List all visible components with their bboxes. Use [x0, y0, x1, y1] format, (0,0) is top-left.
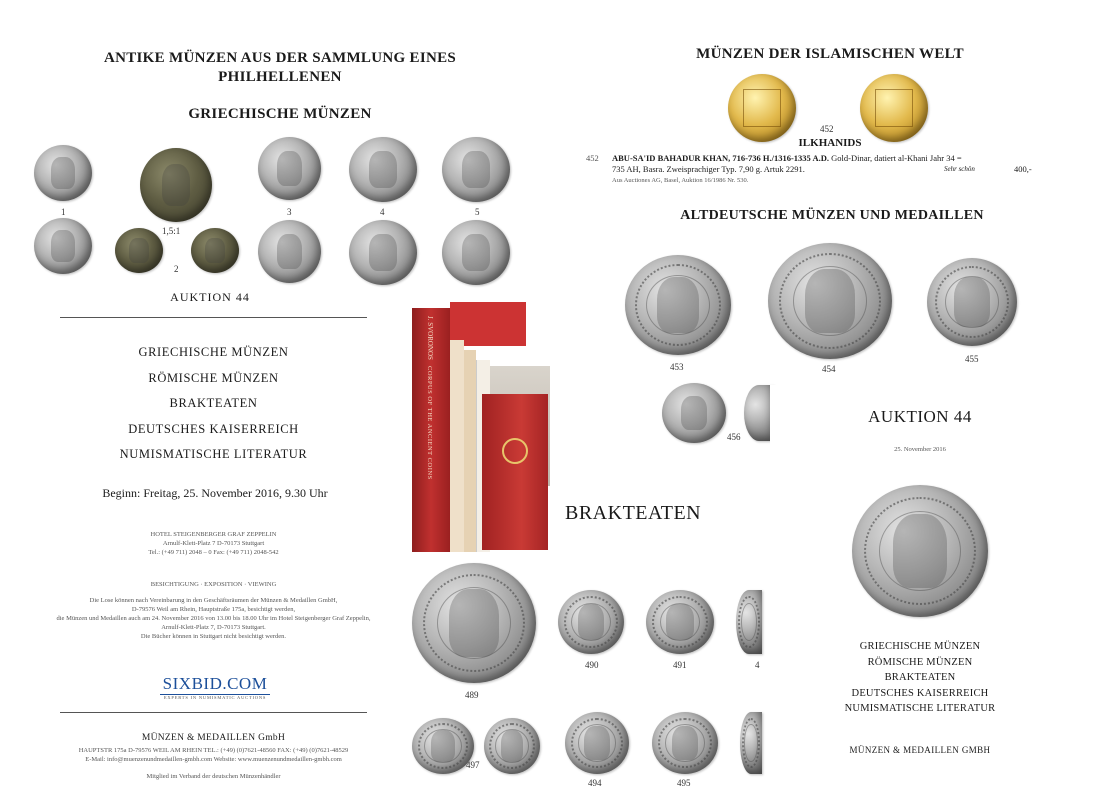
left-company-contact: E-Mail: info@muenzenundmedaillen-gmbh.com Website: www.muenzenundmedaillen-gmbh.com — [85, 756, 342, 763]
viewing-line-3: die Münzen und Medaillen auch am 24. November 2016 von 13.00 bis 18.00 Uhr im Hotel Steigenberger Graf Zeppelin, — [56, 615, 371, 622]
lot-label-491: 491 — [673, 660, 687, 670]
cover-company: MÜNZEN & MEDAILLEN GMBH — [849, 745, 991, 755]
lot-label-495: 495 — [677, 778, 691, 788]
brakteat-497a — [412, 718, 474, 774]
greek-coin-1-obverse — [34, 145, 92, 201]
left-viewing-heading: BESICHTIGUNG · EXPOSITION · VIEWING — [150, 581, 277, 588]
gold-dinar-obverse — [728, 74, 796, 142]
lot-label-490: 490 — [585, 660, 599, 670]
left-viewing-text — [20, 596, 407, 641]
cover-topic-5: NUMISMATISCHE LITERATUR — [844, 703, 996, 714]
lot-452-number: 452 — [586, 153, 599, 163]
greek-coin-5 — [442, 137, 510, 202]
greek-coin-2-obverse — [115, 228, 163, 273]
cover-brakteat — [852, 485, 988, 617]
brakteaten-title: BRAKTEATEN — [565, 502, 702, 524]
left-member-note: Mitglied im Verband der deutschen Münzenhändler — [146, 773, 281, 780]
viewing-line-5: Die Bücher können in Stuttgart nicht besichtigt werden. — [140, 633, 287, 640]
cover-topics — [770, 639, 1070, 717]
cover-topic-1: GRIECHISCHE MÜNZEN — [859, 641, 981, 652]
greek-coin-5-reverse — [442, 220, 510, 285]
sixbid-logo[interactable] — [140, 674, 290, 700]
lot-452-provenance: Aus Auctiones AG, Basel, Auktion 16/1986 Nr. 530. — [612, 177, 749, 184]
left-start-time: Beginn: Freitag, 25. November 2016, 9.30 Uhr — [102, 486, 328, 500]
lot-label-497: 497 — [466, 760, 480, 770]
cover-page — [770, 385, 1100, 788]
left-auction-number: AUKTION 44 — [170, 290, 250, 304]
left-topic-2: RÖMISCHE MÜNZEN — [148, 370, 279, 385]
left-hotel-block — [60, 530, 367, 557]
dynasty-heading: ILKHANIDS — [798, 137, 862, 149]
left-company-address: HAUPTSTR 175a D-79576 WEIL AM RHEIN TEL.: (+49) (0)7621-48560 FAX: (+49) (0)7621-48529 — [78, 747, 349, 754]
altdeutsch-title: ALTDEUTSCHE MÜNZEN UND MEDAILLEN — [680, 208, 984, 223]
lot-label-494: 494 — [588, 778, 602, 788]
lot-label-455: 455 — [965, 354, 979, 364]
left-topic-4: DEUTSCHES KAISERREICH — [128, 421, 299, 436]
coin-label-5: 5 — [475, 207, 480, 217]
hotel-name: HOTEL STEIGENBERGER GRAF ZEPPELIN — [150, 531, 277, 538]
left-divider-bottom — [60, 712, 367, 713]
lot-label-456: 456 — [727, 432, 741, 442]
viewing-line-1: Die Lose können nach Vereinbarung in den Geschäftsräumen der Münzen & Medaillen GmbH, — [89, 597, 338, 604]
coin-label-2: 2 — [174, 264, 179, 274]
brakteat-497b — [484, 718, 540, 774]
left-subtitle: GRIECHISCHE MÜNZEN — [188, 106, 372, 122]
brakteat-453 — [625, 255, 731, 355]
book-beige-1 — [450, 340, 464, 552]
brakteat-495 — [652, 712, 718, 774]
book-spine-author: J. SVORONOS — [426, 316, 434, 360]
hotel-address: Arnulf-Klett-Platz 7 D-70173 Stuttgart — [162, 540, 265, 547]
greek-coin-1-enlarged — [140, 148, 212, 222]
lot-452-image-label: 452 — [820, 124, 834, 134]
cover-topic-2: RÖMISCHE MÜNZEN — [867, 656, 973, 668]
books-photo — [410, 300, 570, 552]
left-title-line2: PHILHELLENEN — [218, 69, 342, 85]
greek-coin-3-reverse — [258, 220, 321, 283]
sixbid-tagline: EXPERTS IN NUMISMATIC AUCTIONS — [160, 694, 270, 700]
cover-auction-number: AUKTION 44 — [868, 407, 972, 426]
lot-452-description-1: Gold-Dinar, datiert al-Khani Jahr 34 = — [831, 153, 962, 163]
greek-coin-3 — [258, 137, 321, 200]
lot-452-heading: ABU-SA'ID BAHADUR KHAN, 716-736 H./1316-1335 A.D. — [612, 153, 829, 163]
coin-456 — [662, 383, 726, 443]
islamic-title: MÜNZEN DER ISLAMISCHEN WELT — [696, 46, 964, 62]
brakteat-455 — [927, 258, 1017, 346]
lot-label-453: 453 — [670, 362, 684, 372]
lot-label-454: 454 — [822, 364, 836, 374]
brakteat-454 — [768, 243, 892, 359]
lot-452-grade: Sehr schön — [944, 165, 975, 173]
hotel-phone: Tel.: (+49 711) 2048 – 0 Fax: (+49 711) 2048-542 — [148, 549, 279, 556]
sixbid-logo-text: SIXBID.COM — [162, 674, 268, 693]
gold-dinar-reverse — [860, 74, 928, 142]
brakteat-partial-2 — [740, 712, 762, 774]
left-topic-5: NUMISMATISCHE LITERATUR — [119, 447, 308, 461]
cover-date: 25. November 2016 — [894, 446, 946, 453]
book-red-tall — [412, 308, 450, 552]
book-cover-emblem — [502, 438, 528, 464]
left-topics — [60, 340, 367, 468]
book-red-front — [482, 394, 548, 550]
greek-coin-1-reverse — [34, 218, 92, 274]
left-topic-1: GRIECHISCHE MÜNZEN — [138, 345, 289, 359]
coin-label-4: 4 — [380, 207, 385, 217]
brakteat-491 — [646, 590, 714, 654]
coin-label-3: 3 — [287, 207, 292, 217]
greek-coin-4-reverse — [349, 220, 417, 285]
brakteat-490 — [558, 590, 624, 654]
coin-label-scale: 1,5:1 — [162, 226, 181, 236]
brakteat-489 — [412, 563, 536, 683]
greek-coin-2-reverse — [191, 228, 239, 273]
lot-label-489: 489 — [465, 690, 479, 700]
brakteat-partial — [736, 590, 762, 654]
cover-topic-4: DEUTSCHES KAISERREICH — [851, 687, 989, 699]
left-divider-top — [60, 317, 367, 318]
lot-label-partial: 4 — [755, 660, 760, 670]
lot-452-price: 400,- — [1014, 164, 1032, 174]
left-title-line1: ANTIKE MÜNZEN AUS DER SAMMLUNG EINES — [103, 50, 457, 66]
viewing-line-4: Arnulf-Klett-Platz 7, D-70173 Stuttgart. — [161, 624, 266, 631]
lot-452-description-2: 735 AH, Basra. Zweisprachiger Typ. 7,90 g. Artuk 2291. — [612, 164, 805, 174]
coin-label-1: 1 — [61, 207, 66, 217]
left-topic-3: BRAKTEATEN — [169, 396, 258, 410]
book-spine-title: CORPUS OF THE ANCIENT COINS — [426, 366, 433, 480]
left-company-name: MÜNZEN & MEDAILLEN GmbH — [141, 733, 286, 743]
greek-coin-4 — [349, 137, 417, 202]
viewing-line-2: D-79576 Weil am Rhein, Hauptstraße 175a, besichtigt werden, — [131, 606, 296, 613]
brakteat-494 — [565, 712, 629, 774]
book-beige-2 — [464, 350, 476, 552]
cover-topic-3: BRAKTEATEN — [884, 672, 956, 683]
